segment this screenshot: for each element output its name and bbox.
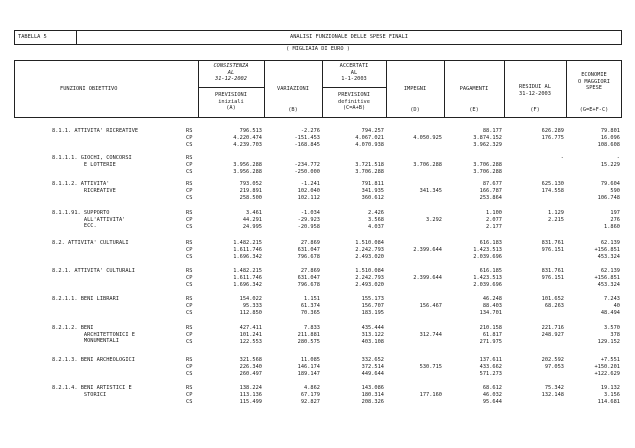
cell-a: 44.291 xyxy=(242,217,262,223)
cell-e: 571.273 xyxy=(479,371,502,377)
cell-b: 211.881 xyxy=(297,332,320,338)
cell-g: 197 xyxy=(610,210,620,216)
header-previsioni-iniziali: PREVISIONI iniziali (A) xyxy=(215,92,247,112)
cell-b: -29.923 xyxy=(297,217,320,223)
cell-g: 276 xyxy=(610,217,620,223)
cell-f: 1.129 xyxy=(548,210,564,216)
cell-g: 3.156 xyxy=(604,392,620,398)
table-label: TABELLA 5 xyxy=(18,34,47,40)
cell-f: 97.053 xyxy=(544,364,564,370)
cell-b: 11.085 xyxy=(300,357,320,363)
cell-f: 221.716 xyxy=(541,325,564,331)
cell-c: 180.314 xyxy=(361,392,384,398)
cell-a: 3.461 xyxy=(246,210,262,216)
cell-e: 1.100 xyxy=(486,210,502,216)
cell-c: 332.652 xyxy=(361,357,384,363)
cell-c: 3.706.288 xyxy=(355,169,384,175)
cell-b: 67.179 xyxy=(300,392,320,398)
cell-g: 19.132 xyxy=(600,385,620,391)
cell-g: +156.851 xyxy=(594,247,620,253)
cell-b: 27.869 xyxy=(300,268,320,274)
cell-g: +7.551 xyxy=(600,357,620,363)
cell-d: 3.292 xyxy=(426,217,442,223)
cell-g: 40 xyxy=(613,303,620,309)
row-type-code: CP xyxy=(186,188,193,194)
cell-f: 68.263 xyxy=(544,303,564,309)
row-type-code: CP xyxy=(186,217,193,223)
cell-d: 341.345 xyxy=(419,188,442,194)
cell-g: +122.629 xyxy=(594,371,620,377)
cell-g: 79.801 xyxy=(600,128,620,134)
cell-b: 7.833 xyxy=(304,325,320,331)
header-impegni: IMPEGNI xyxy=(403,86,427,92)
row-type-code: CS xyxy=(186,142,193,148)
cell-e: 1.423.513 xyxy=(473,275,502,281)
cell-c: 2.242.793 xyxy=(355,275,384,281)
cell-b: 189.147 xyxy=(297,371,320,377)
header-pagamenti: PAGAMENTI xyxy=(459,86,489,92)
cell-d: 2.399.644 xyxy=(413,275,442,281)
cell-b: 70.365 xyxy=(300,310,320,316)
cell-a: 1.696.342 xyxy=(233,282,262,288)
row-type-code: RS xyxy=(186,181,193,187)
cell-b: 280.575 xyxy=(297,339,320,345)
cell-g: +156.851 xyxy=(594,275,620,281)
cell-a: 427.411 xyxy=(239,325,262,331)
header-previsioni-definitive: PREVISIONI definitive (C=A+B) xyxy=(338,92,370,112)
cell-a: 1.696.342 xyxy=(233,254,262,260)
cell-c: 794.257 xyxy=(361,128,384,134)
row-type-code: CP xyxy=(186,135,193,141)
cell-a: 219.891 xyxy=(239,188,262,194)
row-type-code: RS xyxy=(186,210,193,216)
cell-c: 1.510.084 xyxy=(355,268,384,274)
row-type-code: RS xyxy=(186,385,193,391)
row-type-code: CP xyxy=(186,162,193,168)
cell-g: 62.139 xyxy=(600,268,620,274)
row-type-code: CP xyxy=(186,247,193,253)
cell-b: 92.827 xyxy=(300,399,320,405)
cell-e: 87.677 xyxy=(482,181,502,187)
row-type-code: CP xyxy=(186,275,193,281)
row-type-code: CS xyxy=(186,282,193,288)
cell-b: 102.112 xyxy=(297,195,320,201)
cell-c: 1.510.084 xyxy=(355,240,384,246)
row-label: 8.1.1. ATTIVITA' RICREATIVE xyxy=(52,128,139,134)
cell-a: 4.220.474 xyxy=(233,135,262,141)
row-type-code: RS xyxy=(186,240,193,246)
row-type-code: CS xyxy=(186,169,193,175)
cell-d: 3.706.288 xyxy=(413,162,442,168)
cell-a: 260.497 xyxy=(239,371,262,377)
cell-e: 1.423.513 xyxy=(473,247,502,253)
cell-c: 4.037 xyxy=(368,224,384,230)
row-label: 8.1.1.91. SUPPORTO ALL'ATTIVITA' ECC. xyxy=(52,210,126,230)
header-economie-code: (G=E+F-C) xyxy=(579,107,609,113)
cell-c: 208.326 xyxy=(361,399,384,405)
cell-b: -2.276 xyxy=(300,128,320,134)
cell-g: 62.139 xyxy=(600,240,620,246)
cell-g: 79.604 xyxy=(600,181,620,187)
row-type-code: CS xyxy=(186,371,193,377)
cell-g: 453.324 xyxy=(597,282,620,288)
header-variazioni: VARIAZIONI xyxy=(277,86,309,92)
cell-f: - xyxy=(560,155,564,161)
cell-e: 433.662 xyxy=(479,364,502,370)
cell-c: 449.644 xyxy=(361,371,384,377)
cell-b: 796.678 xyxy=(297,254,320,260)
cell-b: -234.772 xyxy=(294,162,320,168)
cell-a: 1.611.746 xyxy=(233,247,262,253)
cell-e: 46.248 xyxy=(482,296,502,302)
cell-f: 174.558 xyxy=(541,188,564,194)
cell-g: 590 xyxy=(610,188,620,194)
cell-b: 631.047 xyxy=(297,247,320,253)
cell-c: 2.242.793 xyxy=(355,247,384,253)
cell-c: 341.935 xyxy=(361,188,384,194)
cell-g: 15.229 xyxy=(600,162,620,168)
row-label: 8.1.1.1. GIOCHI, CONCORSI E LOTTERIE xyxy=(52,155,132,168)
header-accertati: ACCERTATI AL 1-1-2003 xyxy=(339,63,369,83)
cell-f: 976.151 xyxy=(541,247,564,253)
cell-e: 166.787 xyxy=(479,188,502,194)
cell-a: 112.850 xyxy=(239,310,262,316)
cell-a: 1.482.215 xyxy=(233,268,262,274)
cell-c: 4.067.021 xyxy=(355,135,384,141)
row-type-code: CP xyxy=(186,364,193,370)
cell-e: 68.612 xyxy=(482,385,502,391)
header-impegni-code: (D) xyxy=(410,107,420,113)
cell-f: 625.130 xyxy=(541,181,564,187)
cell-f: 2.215 xyxy=(548,217,564,223)
cell-b: 631.047 xyxy=(297,275,320,281)
row-label: 8.1.1.2. ATTIVITA' RICREATIVE xyxy=(52,181,116,194)
row-type-code: RS xyxy=(186,357,193,363)
row-label: 8.2.1.4. BENI ARTISTICI E STORICI xyxy=(52,385,132,398)
cell-e: 137.611 xyxy=(479,357,502,363)
row-label: 8.2.1.1. BENI LIBRARI xyxy=(52,296,119,302)
cell-a: 258.500 xyxy=(239,195,262,201)
cell-g: 453.324 xyxy=(597,254,620,260)
cell-e: 61.817 xyxy=(482,332,502,338)
cell-f: 831.761 xyxy=(541,240,564,246)
cell-b: 61.374 xyxy=(300,303,320,309)
cell-c: 372.514 xyxy=(361,364,384,370)
cell-g: 108.608 xyxy=(597,142,620,148)
cell-d: 177.160 xyxy=(419,392,442,398)
cell-f: 248.927 xyxy=(541,332,564,338)
cell-f: 976.151 xyxy=(541,275,564,281)
cell-e: 616.185 xyxy=(479,268,502,274)
cell-c: 2.493.020 xyxy=(355,282,384,288)
cell-a: 4.239.703 xyxy=(233,142,262,148)
cell-a: 3.956.288 xyxy=(233,162,262,168)
unit-label: ( MIGLIAIA DI EURO ) xyxy=(286,46,350,52)
row-type-code: RS xyxy=(186,128,193,134)
cell-e: 88.177 xyxy=(482,128,502,134)
cell-g: - xyxy=(616,155,620,161)
cell-g: 7.243 xyxy=(604,296,620,302)
cell-d: 156.467 xyxy=(419,303,442,309)
cell-a: 138.224 xyxy=(239,385,262,391)
cell-c: 155.173 xyxy=(361,296,384,302)
cell-b: -1.034 xyxy=(300,210,320,216)
cell-a: 122.553 xyxy=(239,339,262,345)
cell-c: 183.195 xyxy=(361,310,384,316)
header-economie: ECONOMIE O MAGGIORI SPESE xyxy=(578,72,610,92)
header-pagamenti-code: (E) xyxy=(469,107,479,113)
row-type-code: CS xyxy=(186,399,193,405)
cell-e: 3.706.288 xyxy=(473,169,502,175)
cell-b: 796.678 xyxy=(297,282,320,288)
cell-e: 2.039.696 xyxy=(473,282,502,288)
cell-c: 2.426 xyxy=(368,210,384,216)
cell-c: 143.086 xyxy=(361,385,384,391)
row-type-code: CS xyxy=(186,254,193,260)
cell-c: 435.444 xyxy=(361,325,384,331)
cell-b: 146.174 xyxy=(297,364,320,370)
cell-b: -250.000 xyxy=(294,169,320,175)
cell-e: 616.183 xyxy=(479,240,502,246)
row-type-code: RS xyxy=(186,155,193,161)
cell-b: -151.453 xyxy=(294,135,320,141)
cell-e: 2.177 xyxy=(486,224,502,230)
cell-c: 2.493.020 xyxy=(355,254,384,260)
row-type-code: RS xyxy=(186,296,193,302)
cell-f: 132.148 xyxy=(541,392,564,398)
cell-c: 3.721.518 xyxy=(355,162,384,168)
cell-e: 3.874.152 xyxy=(473,135,502,141)
cell-e: 134.701 xyxy=(479,310,502,316)
cell-c: 791.811 xyxy=(361,181,384,187)
cell-b: 27.869 xyxy=(300,240,320,246)
cell-e: 2.077 xyxy=(486,217,502,223)
cell-b: 102.040 xyxy=(297,188,320,194)
cell-e: 3.706.288 xyxy=(473,162,502,168)
cell-g: 1.860 xyxy=(604,224,620,230)
cell-g: 16.096 xyxy=(600,135,620,141)
row-label: 8.2.1. ATTIVITA' CULTURALI xyxy=(52,268,135,274)
cell-c: 403.108 xyxy=(361,339,384,345)
cell-a: 115.499 xyxy=(239,399,262,405)
row-type-code: CS xyxy=(186,224,193,230)
row-type-code: CS xyxy=(186,310,193,316)
cell-b: -1.241 xyxy=(300,181,320,187)
cell-e: 88.403 xyxy=(482,303,502,309)
cell-f xyxy=(504,169,564,176)
cell-a: 24.995 xyxy=(242,224,262,230)
cell-g: 129.152 xyxy=(597,339,620,345)
cell-e: 2.039.696 xyxy=(473,254,502,260)
cell-a: 3.956.288 xyxy=(233,169,262,175)
cell-a: 796.513 xyxy=(239,128,262,134)
cell-e: 271.975 xyxy=(479,339,502,345)
header-funzioni: FUNZIONI OBIETTIVO xyxy=(60,86,118,92)
cell-g: 114.681 xyxy=(597,399,620,405)
cell-b: -168.845 xyxy=(294,142,320,148)
cell-g: 48.494 xyxy=(600,310,620,316)
header-variazioni-code: (B) xyxy=(288,107,298,113)
cell-f: 75.342 xyxy=(544,385,564,391)
cell-g: 378 xyxy=(610,332,620,338)
cell-c: 313.122 xyxy=(361,332,384,338)
cell-f: 831.761 xyxy=(541,268,564,274)
cell-d: 530.715 xyxy=(419,364,442,370)
row-label: 8.2.1.2. BENI ARCHITETTONICI E MONUMENTALI xyxy=(52,325,135,345)
cell-d: 312.744 xyxy=(419,332,442,338)
row-label: 8.2. ATTIVITA' CULTURALI xyxy=(52,240,129,246)
row-type-code: CP xyxy=(186,303,193,309)
cell-f: 202.592 xyxy=(541,357,564,363)
cell-g: +150.201 xyxy=(594,364,620,370)
cell-b: -20.958 xyxy=(297,224,320,230)
cell-a: 154.022 xyxy=(239,296,262,302)
cell-e: 3.962.329 xyxy=(473,142,502,148)
row-label: 8.2.1.3. BENI ARCHEOLOGICI xyxy=(52,357,135,363)
header-residui: RESIDUI AL 31-12-2003 xyxy=(519,84,551,97)
cell-a: 1.611.746 xyxy=(233,275,262,281)
cell-f: 101.652 xyxy=(541,296,564,302)
cell-a: 1.482.215 xyxy=(233,240,262,246)
cell-b: 1.151 xyxy=(304,296,320,302)
cell-a: 113.136 xyxy=(239,392,262,398)
cell-a: 226.340 xyxy=(239,364,262,370)
cell-g: 106.748 xyxy=(597,195,620,201)
cell-g: 3.570 xyxy=(604,325,620,331)
row-type-code: CP xyxy=(186,332,193,338)
cell-e: 210.158 xyxy=(479,325,502,331)
row-type-code: CS xyxy=(186,195,193,201)
cell-c: 360.612 xyxy=(361,195,384,201)
cell-a: 95.333 xyxy=(242,303,262,309)
header-consistenza: CONSISTENZA AL 31-12-2002 xyxy=(213,63,249,83)
cell-e: 95.644 xyxy=(482,399,502,405)
cell-d: 4.050.925 xyxy=(413,135,442,141)
cell-c: 3.568 xyxy=(368,217,384,223)
cell-b: 4.862 xyxy=(304,385,320,391)
table-title: ANALISI FUNZIONALE DELLE SPESE FINALI xyxy=(290,34,408,40)
row-type-code: CS xyxy=(186,339,193,345)
cell-e: 46.032 xyxy=(482,392,502,398)
cell-a: 793.052 xyxy=(239,181,262,187)
row-type-code: RS xyxy=(186,268,193,274)
cell-e: 253.864 xyxy=(479,195,502,201)
cell-a: 101.241 xyxy=(239,332,262,338)
header-residui-code: (F) xyxy=(530,107,540,113)
cell-f: 176.775 xyxy=(541,135,564,141)
cell-a: 321.568 xyxy=(239,357,262,363)
cell-c: 4.070.938 xyxy=(355,142,384,148)
row-type-code: CP xyxy=(186,392,193,398)
cell-f: 626.289 xyxy=(541,128,564,134)
cell-d: 2.399.644 xyxy=(413,247,442,253)
cell-c: 156.707 xyxy=(361,303,384,309)
row-type-code: RS xyxy=(186,325,193,331)
